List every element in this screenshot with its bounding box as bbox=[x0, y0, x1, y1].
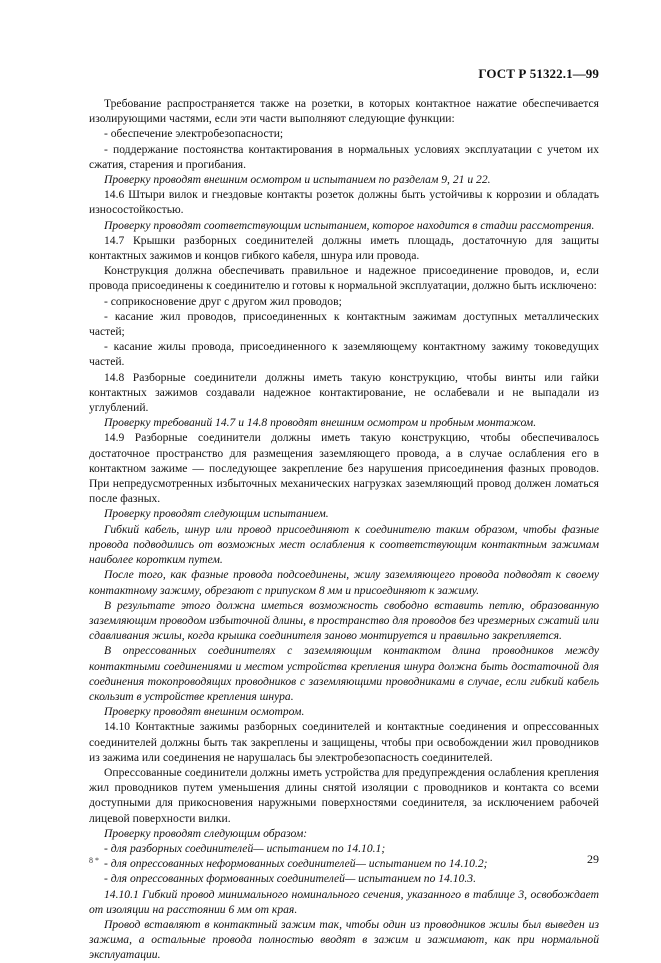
paragraph: Конструкция должна обеспечивать правильное и надежное присоединение проводов, и, если провода присоединены к соединителю и готовы к нормальной эксплуатации, должно быть исключено: bbox=[89, 264, 599, 293]
paragraph: 14.9 Разборные соединители должны иметь такую конструкцию, чтобы обеспечивалось достаточное пространство для размещения заземляющего провода, а в случае ослабления его в контактном зажиме — последующее закрепление без нарушения присоединения фазных проводов. При непредусмотренных избыточных механических нагрузках заземляющий провод должен ломаться после фазных. bbox=[89, 431, 599, 506]
paragraph: В результате этого должна иметься возможность свободно вставить петлю, образованную заземляющим проводом избыточной длины, в пространство для проводов без чрезмерных сжатий или сдавливания жилы, когда крышка соединителя заново монтируется и правильно закрепляется. bbox=[89, 598, 599, 643]
document-body bbox=[89, 96, 599, 963]
paragraph: 14.10.1 Гибкий провод минимального номинального сечения, указанного в таблице 3, освобождает от изоляции на расстоянии 6 мм от края. bbox=[89, 887, 599, 916]
paragraph: Проверку требований 14.7 и 14.8 проводят внешним осмотром и пробным монтажом. bbox=[104, 416, 537, 430]
paragraph: Проверку проводят следующим образом: bbox=[104, 826, 308, 840]
paragraph: - для опрессованных неформованных соединителей— испытанием по 14.10.2; bbox=[104, 857, 488, 871]
paragraph: - для разборных соединителей— испытанием по 14.10.1; bbox=[104, 841, 386, 855]
paragraph: - для опрессованных формованных соединителей— испытанием по 14.10.3. bbox=[104, 872, 476, 886]
paragraph: Проверку проводят соответствующим испытанием, которое находится в стадии рассмотрения. bbox=[104, 218, 595, 232]
paragraph: 14.10 Контактные зажимы разборных соединителей и контактные соединения и опрессованных соединителей должны быть так закреплены и защищены, чтобы при освобождении жил проводников из зажима или соединения не нарушалась бы электробезопасность соединителей. bbox=[89, 720, 599, 764]
paragraph: - касание жилы провода, присоединенного к заземляющему контактному зажиму токоведущих частей. bbox=[89, 340, 599, 369]
paragraph: - касание жил проводов, присоединенных к контактным зажимам доступных металлических частей; bbox=[89, 309, 599, 339]
paragraph: Требование распространяется также на розетки, в которых контактное нажатие обеспечивается изолирующими частями, если эти части выполняют следующие функции: bbox=[89, 97, 599, 126]
paragraph: Провод вставляют в контактный зажим так, чтобы один из проводников жилы был выведен из зажима, а остальные провода полностью вводят в зажим и зажимают, как при нормальной эксплуатации. bbox=[89, 917, 599, 962]
paragraph: 14.8 Разборные соединители должны иметь такую конструкцию, чтобы винты или гайки контактных зажимов создавали надежное контактирование, не ослабевали и не выпадали из углублений. bbox=[89, 370, 599, 415]
document-code-header: ГОСТ Р 51322.1—99 bbox=[478, 66, 599, 81]
paragraph: Проверку проводят внешним осмотром. bbox=[104, 705, 305, 719]
paragraph: 14.7 Крышки разборных соединителей должны иметь площадь, достаточную для защиты контактных зажимов и концов гибкого кабеля, шнура или провода. bbox=[89, 233, 599, 263]
paragraph: Проверку проводят внешним осмотром и испытанием по разделам 9, 21 и 22. bbox=[104, 173, 491, 187]
paragraph: 14.6 Штыри вилок и гнездовые контакты розеток должны быть устойчивы к коррозии и обладать износостойкостью. bbox=[89, 188, 599, 217]
paragraph: Опрессованные соединители должны иметь устройства для предупреждения ослабления крепления жил проводников путем уменьшения длины снятой изоляции с проводников и контакта со всеми доступными для прикосновения наружными поверхностями соединителя, за исключением рабочей лицевой поверхности вилки. bbox=[89, 765, 599, 825]
paragraph: Гибкий кабель, шнур или провод присоединяют к соединителю таким образом, чтобы фазные провода подводились от возможных мест ослабления к соответствующим контактным зажимам наиболее коротким путем. bbox=[89, 522, 599, 567]
paragraph: После того, как фазные провода подсоединены, жилу заземляющего провода подводят к своему контактному зажиму, обрезают с припуском 8 мм и присоединяют к зажиму. bbox=[89, 568, 599, 597]
paragraph: - соприкосновение друг с другом жил проводов; bbox=[104, 294, 342, 308]
sheet-mark: 8 * bbox=[89, 856, 99, 865]
paragraph: Проверку проводят следующим испытанием. bbox=[104, 507, 329, 521]
paragraph: - поддержание постоянства контактирования в нормальных условиях эксплуатации с учетом их сжатия, старения и прогибания. bbox=[89, 142, 599, 171]
paragraph: - обеспечение электробезопасности; bbox=[104, 127, 284, 141]
paragraph: В опрессованных соединителях с заземляющим контактом длина проводников между контактными соединениями и местом устройства крепления шнура должна быть достаточной для соединения токопроводящих проводников с заземляющими проводниками в случае, если гибкий кабель скользит в устройстве крепления шнура. bbox=[89, 644, 599, 703]
page-number: 29 bbox=[587, 852, 599, 866]
